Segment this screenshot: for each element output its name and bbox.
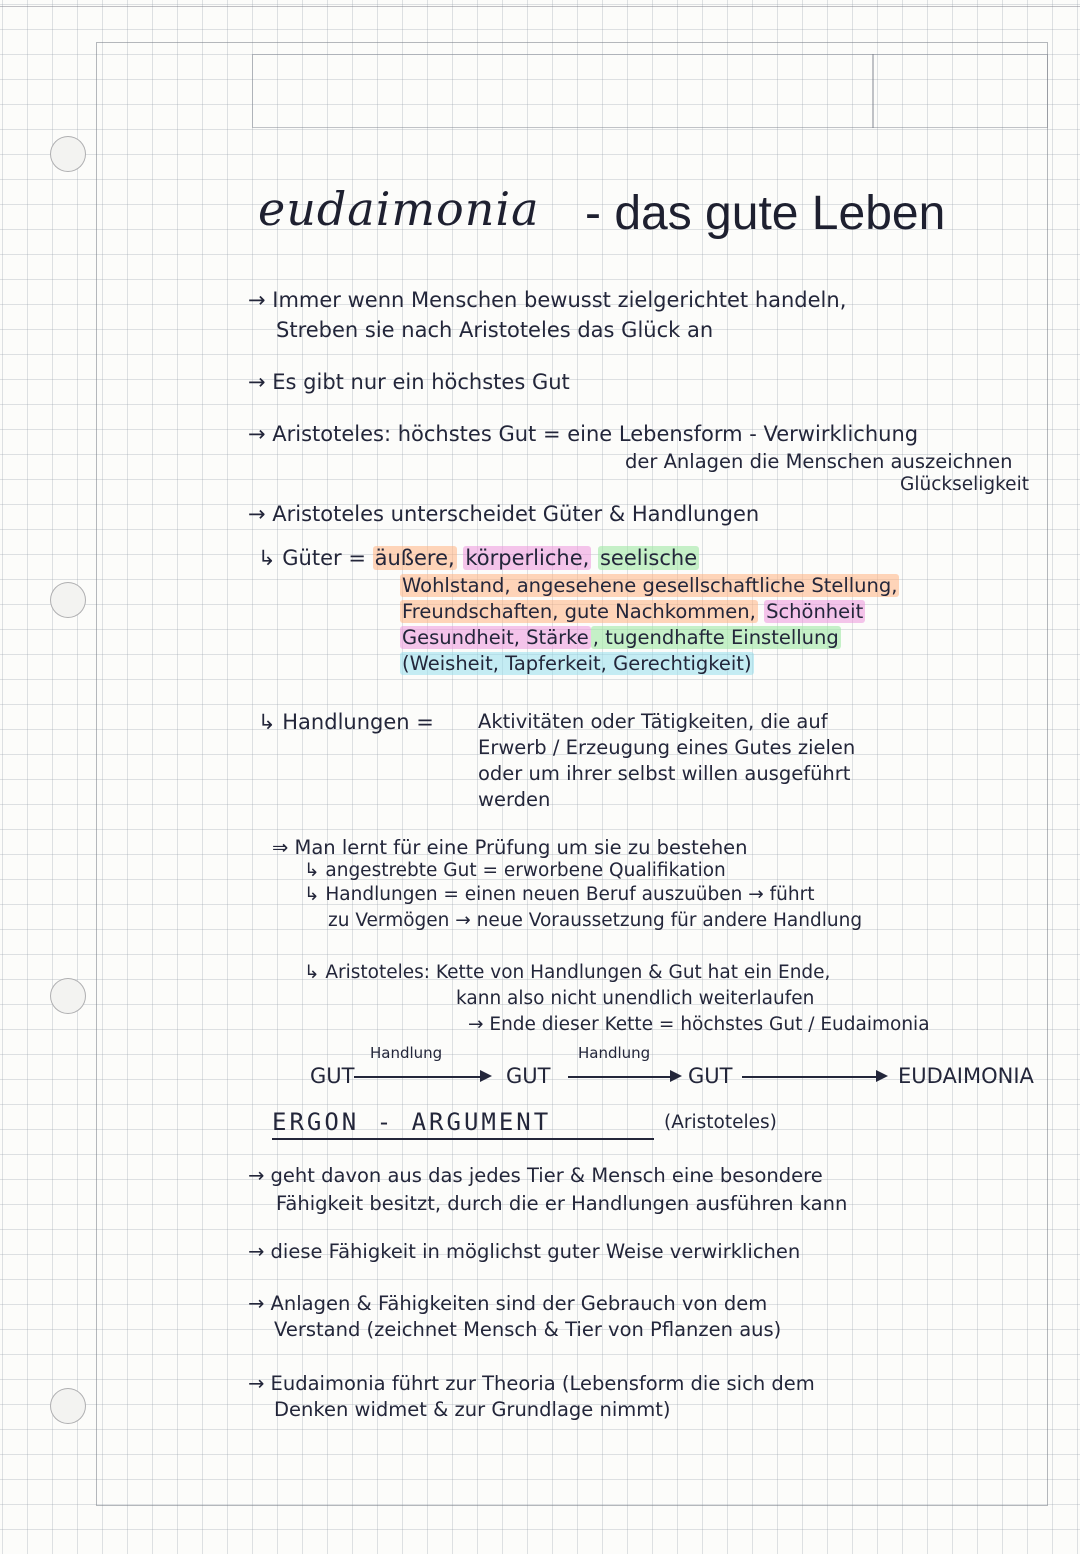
example-line: ⇒ Man lernt für eine Prüfung um sie zu bestehen [272,836,748,859]
chain-arrow-line [568,1076,672,1078]
gueter-type-external: äußere, [374,546,455,570]
ergon-line: Denken widmet & zur Grundlage nimmt) [274,1398,671,1421]
gueter-label [258,546,699,570]
gueter-virtues: (Weisheit, Tapferkeit, Gerechtigkeit) [402,652,752,675]
aristoteles-line: ↳ Aristoteles: Kette von Handlungen & Gut hat ein Ende, [304,962,831,983]
chain-gut: GUT [688,1064,733,1088]
chain-gut: GUT [310,1064,355,1088]
header-box-right [872,54,1048,128]
handlungen-line: Aktivitäten oder Tätigkeiten, die auf [478,710,828,733]
ergon-line: → Anlagen & Fähigkeiten sind der Gebrauch von dem [248,1292,768,1315]
gueter-soul-attitude: , tugendhafte Einstellung [592,626,839,649]
ergon-line: → Eudaimonia führt zur Theoria (Lebensform die sich dem [248,1372,815,1395]
punch-hole [50,136,86,172]
example-line: zu Vermögen → neue Voraussetzung für andere Handlung [328,910,863,931]
intro-line: → Aristoteles unterscheidet Güter & Handlungen [248,502,760,526]
ergon-line: Verstand (zeichnet Mensch & Tier von Pflanzen aus) [274,1318,782,1341]
intro-line: der Anlagen die Menschen auszeichnen [625,450,1013,473]
title-eudaimonia: eudaimonia [258,182,540,236]
example-line: ↳ angestrebte Gut = erworbene Qualifikation [304,860,726,881]
ergon-author: (Aristoteles) [664,1112,777,1133]
chain-arrow-head [876,1070,888,1082]
handlungen-label: ↳ Handlungen = [258,710,434,734]
intro-line: Glückseligkeit [900,474,1029,495]
example-line: ↳ Handlungen = einen neuen Beruf auszuüben → führt [304,884,815,905]
chain-arrow-head [480,1070,492,1082]
gueter-line [400,574,899,597]
gueter-line [400,626,841,649]
ergon-line: → diese Fähigkeit in möglichst guter Weise verwirklichen [248,1240,801,1263]
gueter-line [400,652,754,675]
page-top-edge [0,6,1080,7]
handlungen-line: oder um ihrer selbst willen ausgeführt [478,762,851,785]
handlungen-line: Erwerb / Erzeugung eines Gutes zielen [478,736,856,759]
chain-gut: GUT [506,1064,551,1088]
gueter-body-beauty: Schönheit [766,600,864,623]
gueter-body-health: Gesundheit, Stärke [402,626,589,649]
aristoteles-line: kann also nicht unendlich weiterlaufen [456,988,815,1009]
chain-arrow-head [670,1070,682,1082]
punch-hole [50,1388,86,1424]
ergon-heading: ERGON - ARGUMENT [272,1108,552,1136]
gueter-line [400,600,865,623]
ergon-underline [272,1138,654,1140]
header-box [252,54,874,128]
chain-arrow-line [742,1076,878,1078]
gueter-label-text: ↳ Güter = [258,546,366,570]
handlungen-line: werden [478,788,551,811]
gueter-external-2: Freundschaften, gute Nachkommen, [402,600,756,623]
chain-handlung-label: Handlung [578,1044,651,1062]
aristoteles-line: → Ende dieser Kette = höchstes Gut / Eudaimonia [468,1014,930,1035]
chain-handlung-label: Handlung [370,1044,443,1062]
gueter-type-body: körperliche, [465,546,590,570]
punch-hole [50,582,86,618]
title-subtitle: - das gute Leben [585,187,946,240]
chain-arrow-line [354,1076,482,1078]
chain-eudaimonia: EUDAIMONIA [898,1064,1034,1088]
intro-line: → Es gibt nur ein höchstes Gut [248,370,570,394]
intro-line: Streben sie nach Aristoteles das Glück an [276,318,714,342]
intro-line: → Aristoteles: höchstes Gut = eine Lebensform - Verwirklichung [248,422,919,446]
intro-line: → Immer wenn Menschen bewusst zielgerichtet handeln, [248,288,847,312]
gueter-external-1: Wohlstand, angesehene gesellschaftliche Stellung, [402,574,898,597]
ergon-line: → geht davon aus das jedes Tier & Mensch eine besondere [248,1164,823,1187]
ergon-line: Fähigkeit besitzt, durch die er Handlungen ausführen kann [276,1192,848,1215]
punch-hole [50,978,86,1014]
gueter-type-soul: seelische [599,546,698,570]
